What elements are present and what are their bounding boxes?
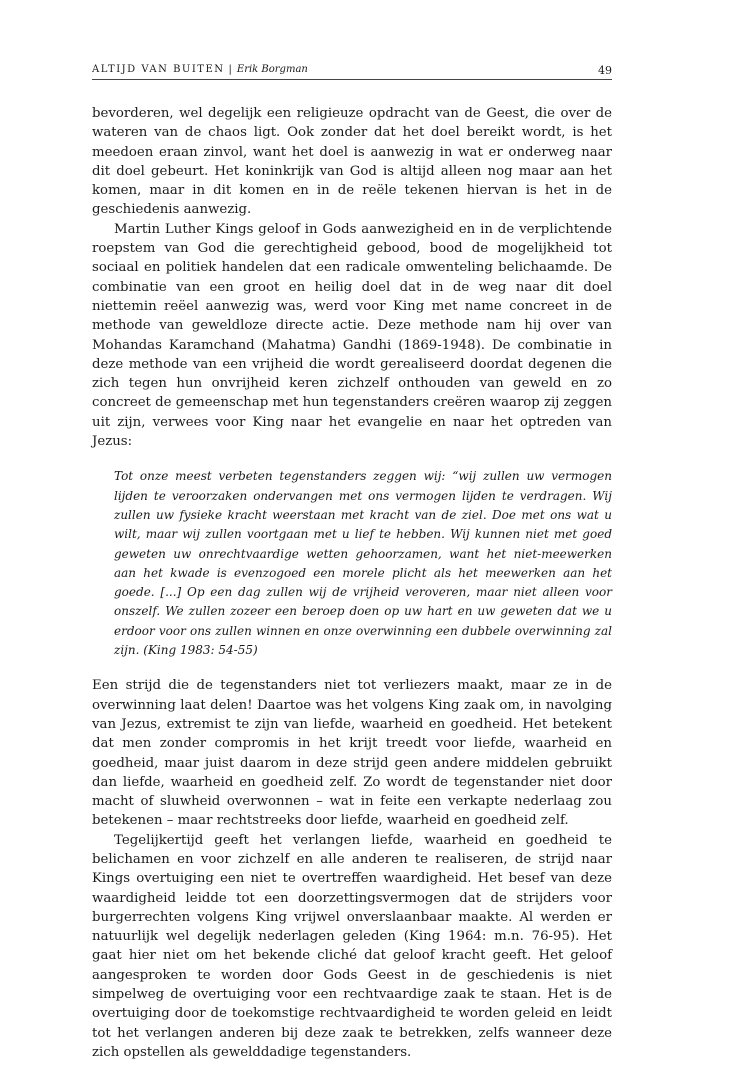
paragraph-2: Martin Luther Kings geloof in Gods aanwezigheid en in de verplichtende roepstem van God die gerechtigheid gebood, bood de mogelijkheid tot sociaal en politiek handelen dat een radicale omwenteling belichaamde. De combinatie van een groot en heilig doel dat in de weg naar dit doel niettemin reëel aanwezig was, werd voor King met name concreet in de methode van geweldloze directe actie. Deze methode nam hij over van Mohandas Karamchand (Mahatma) Gandhi (1869-1948). De combinatie in deze methode van een vrijheid die wordt gerealiseerd doordat degenen die zich tegen hun onvrijheid keren zichzelf onthouden van geweld en zo concreet de gemeenschap met hun tegenstanders creëren waarop zij zeggen uit zijn, verwees voor King naar het evangelie en naar het optreden van Jezus: [92, 221, 612, 450]
block-quote-text: Tot onze meest verbeten tegenstanders zeggen wij: “wij zullen uw vermogen lijden te veroorzaken ondervangen met ons vermogen lijden te verdragen. Wij zullen uw fysieke kracht weerstaan met kracht van de ziel. Doe met ons wat u wilt, maar wij zullen voortgaan met u lief te hebben. Wij kunnen niet met goed geweten uw onrechtvaardige wetten gehoorzamen, want het niet-meewerken aan het kwade is evenzogoed een morele plicht als het meewerken aan het goede. [...] Op een dag zullen wij de vrijheid veroveren, maar niet alleen voor onszelf. We zullen zozeer een beroep doen op uw hart en uw geweten dat we u erdoor voor ons zullen winnen en onze overwinning een dubbele overwinning zal zijn. [114, 469, 612, 658]
paragraph-3: Een strijd die de tegenstanders niet tot verliezers maakt, maar ze in de overwinning laat delen! Daartoe was het volgens King zaak om, in navolging van Jezus, extremist te zijn van liefde, waarheid en goedheid. Het betekent dat men zonder compromis in het krijt treedt voor liefde, waarheid en goedheid, maar juist daarom in deze strijd geen andere middelen gebruikt dan liefde, waarheid en goedheid zelf. Zo wordt de tegenstander niet door macht of sluwheid overwonnen – wat in feite een verkapte nederlaag zou betekenen – maar rechtstreeks door liefde, waarheid en goedheid zelf. [92, 678, 612, 829]
page-number: 49 [598, 64, 612, 77]
header-separator: | [228, 64, 233, 75]
block-quote-citation: (King 1983: 54-55) [143, 643, 258, 658]
paragraph-1: bevorderen, wel degelijk een religieuze opdracht van de Geest, die over de wateren van de chaos ligt. Ook zonder dat het doel bereikt wordt, is het meedoen eraan zinvol, want het doel is aanwezig in wat er onderweg naar dit doel gebeurt. Het koninkrijk van God is altijd alleen nog maar aan het komen, maar in dit komen en in de reële tekenen hiervan is het in de geschiedenis aanwezig. [92, 106, 612, 218]
page-body [92, 104, 612, 1062]
running-header [92, 64, 612, 80]
running-title: ALTIJD VAN BUITEN [92, 64, 225, 75]
paragraph-4: Tegelijkertijd geeft het verlangen liefde, waarheid en goedheid te belichamen en voor zichzelf en alle anderen te realiseren, de strijd naar Kings overtuiging een niet te overtreffen waardigheid. Het besef van deze waardigheid leidde tot een doorzettingsvermogen dat de strijders voor burgerrechten volgens King vrijwel onverslaanbaar maakte. Al werden er natuurlijk wel degelijk nederlagen geleden (King 1964: m.n. 76-95). Het gaat hier niet om het bekende cliché dat geloof kracht geeft. Het geloof aangesproken te worden door Gods Geest in de geschiedenis is niet simpelweg de overtuiging voor een rechtvaardige zaak te staan. Het is de overtuiging door de toekomstige rechtvaardigheid te worden geleid en leidt tot het verlangen anderen bij deze zaak te betrekken, zelfs wanneer deze zich opstellen als gewelddadige tegenstanders. [92, 832, 612, 1060]
block-quote [114, 467, 612, 660]
header-author: Erik Borgman [236, 64, 308, 75]
